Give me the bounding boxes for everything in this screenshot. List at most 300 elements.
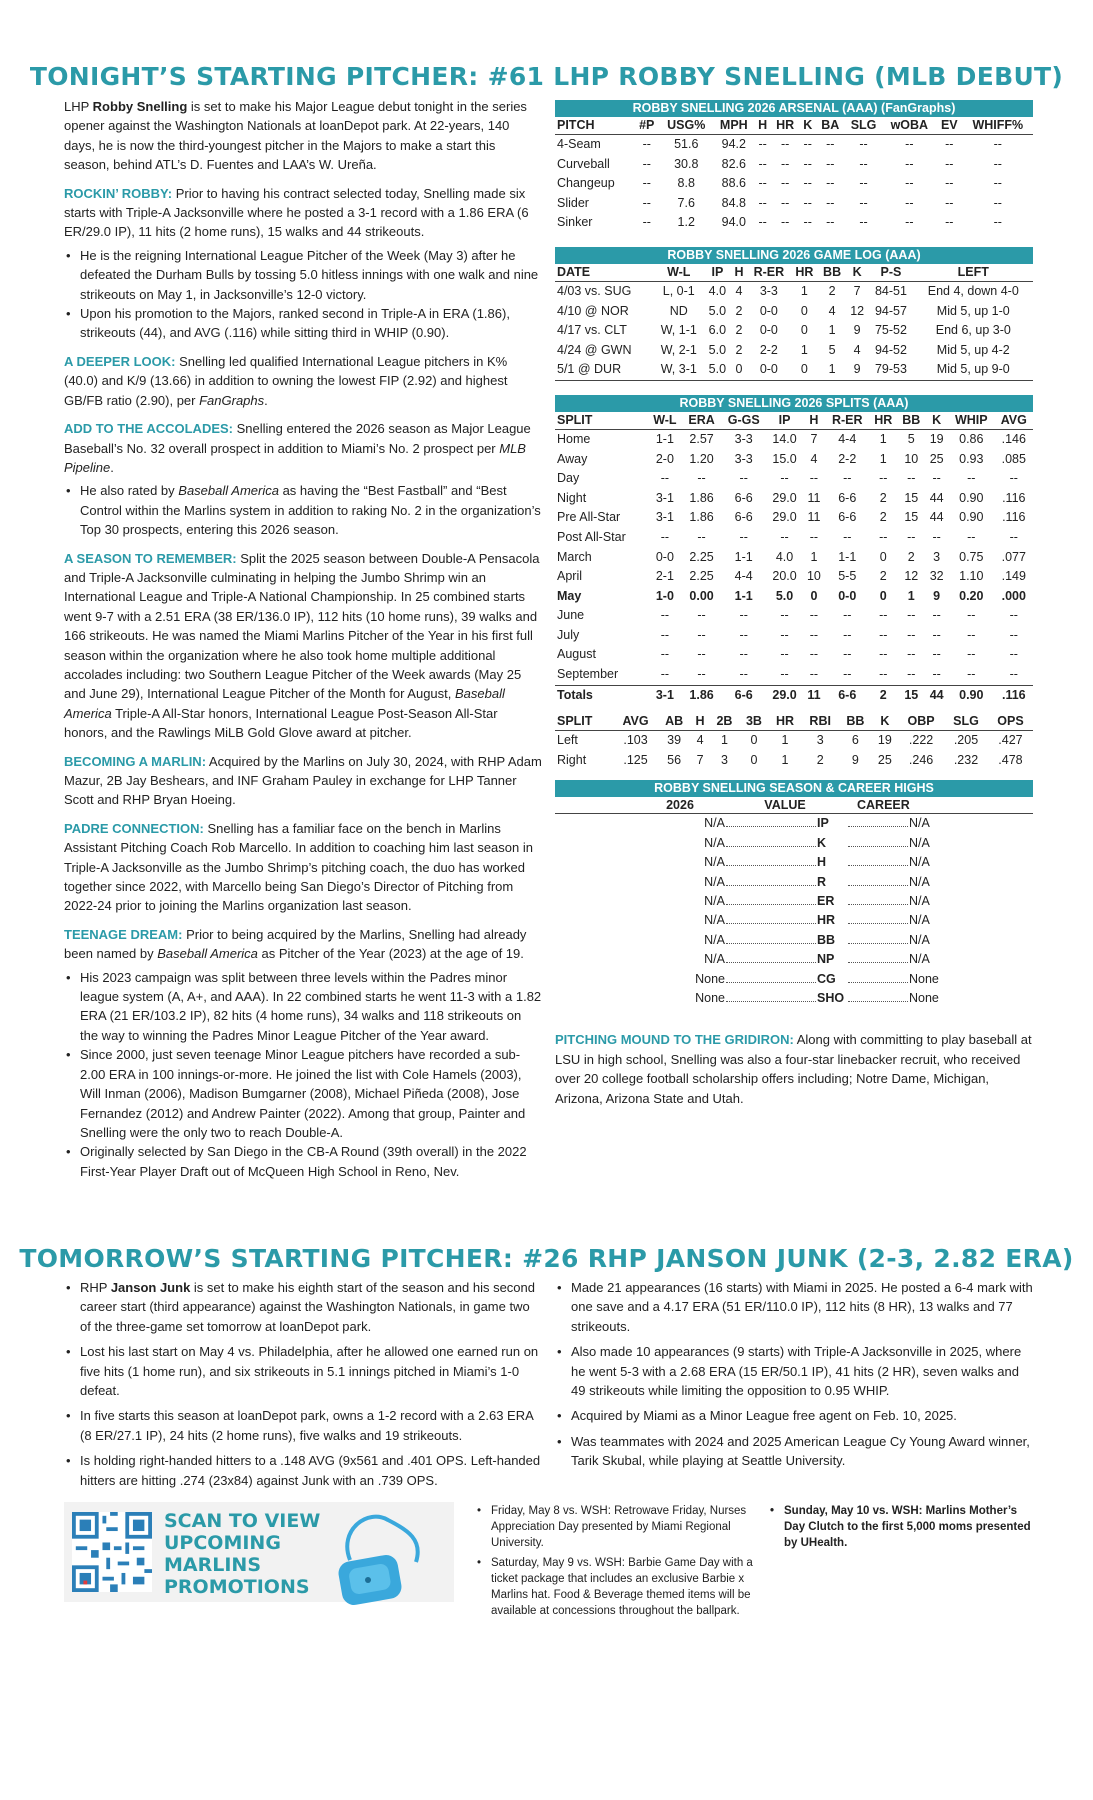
table-cell: -- xyxy=(993,176,1002,191)
table-cell: -- xyxy=(843,667,852,682)
table-row xyxy=(555,302,1033,322)
table-cell: 6 xyxy=(851,733,859,748)
arsenal-table xyxy=(555,117,1033,233)
column-header: wOBA xyxy=(883,117,936,135)
column-header: OBP xyxy=(898,713,944,731)
column-header: W-L xyxy=(647,412,682,430)
table-cell: -- xyxy=(932,529,941,544)
table-cell: -- xyxy=(803,215,812,230)
table-cell: -- xyxy=(907,608,916,623)
season-paragraph: A SEASON TO REMEMBER: Split the 2025 season between Double-A Pensacola and Triple-A Jacksonville culminating in helping the Jumbo Shrimp win an International League and Triple-A National Championship. In 25 combined starts went 9-7 with a 2.51 ERA (38 ER/136.0 IP), 112 hits (10 home runs), 39 walks and 166 strikeouts. He was named the Miami Marlins Pitcher of the Year in his first full season within the organization where he also took home multiple additional accolades including: two Southern League Pitcher of the Week awards (May 25 and June 29), International League Pitcher of the Month for August, Baseball America Triple-A All-Star honors, International League Post-Season All-Star honors, and the Rawlings MiLB Gold Glove award at pitcher. xyxy=(64,550,540,741)
highs-cell: N/A xyxy=(909,952,930,967)
table-cell: -- xyxy=(907,667,916,682)
table-cell: 5-5 xyxy=(838,569,857,584)
table-cell: 1 xyxy=(720,733,728,748)
list-item: • Is holding right-handed hitters to a .148 AVG (9x561 and .401 OPS. Left-handed hitters are hitting .274 (23x84) against Junk with an .739 OPS. xyxy=(64,1451,542,1490)
table-cell: -- xyxy=(642,195,651,210)
table-cell: -- xyxy=(967,608,976,623)
column-header: K xyxy=(872,713,898,731)
snelling-stats xyxy=(555,100,1033,1108)
table-cell: -- xyxy=(780,667,789,682)
table-cell: Post All-Star xyxy=(557,529,626,544)
table-cell: 4/17 vs. CLT xyxy=(557,323,627,338)
table-cell: -- xyxy=(739,667,748,682)
table-cell: 9 xyxy=(933,588,941,603)
table-cell: -- xyxy=(859,156,868,171)
list-item: • Lost his last start on May 4 vs. Philadelphia, after he allowed one earned run on five hits (1 home run), and six strikeouts in 5.1 innings pitched in Miami’s 1-0 defeat. xyxy=(64,1342,542,1400)
highs-cell: N/A xyxy=(704,874,725,889)
table-cell: -- xyxy=(843,471,852,486)
table-cell: 0-0 xyxy=(759,323,778,338)
splits-table xyxy=(555,412,1033,705)
table-row xyxy=(555,155,1033,175)
table-cell: 2 xyxy=(879,510,887,525)
table-cell: 2-2 xyxy=(759,342,778,357)
table-cell: 5.0 xyxy=(708,303,727,318)
table-cell: 4 xyxy=(696,733,704,748)
splits-title: ROBBY SNELLING 2026 SPLITS (AAA) xyxy=(555,395,1033,412)
table-cell: 1-0 xyxy=(655,588,674,603)
highs-cell: K xyxy=(817,835,827,850)
table-cell: .085 xyxy=(1001,451,1026,466)
table-cell: 1-1 xyxy=(734,588,753,603)
table-cell: 9 xyxy=(851,752,859,767)
table-cell: -- xyxy=(879,608,888,623)
column-header: HR xyxy=(769,713,802,731)
table-row xyxy=(555,281,1033,301)
table-cell: -- xyxy=(739,647,748,662)
table-cell: -- xyxy=(907,471,916,486)
table-cell: 2 xyxy=(879,490,887,505)
table-cell: -- xyxy=(932,608,941,623)
table-cell: -- xyxy=(758,195,767,210)
list-item: • Acquired by Miami as a Minor League free agent on Feb. 10, 2025. xyxy=(555,1406,1033,1425)
column-header: PITCH xyxy=(555,117,634,135)
table-cell: 15 xyxy=(897,685,925,705)
table-row xyxy=(555,341,1033,361)
dot-leader xyxy=(726,911,816,924)
column-header: SLG xyxy=(844,117,882,135)
table-cell: 3 xyxy=(816,733,824,748)
highs-row xyxy=(555,814,1033,833)
table-row xyxy=(555,469,1033,489)
table-cell: -- xyxy=(1009,471,1018,486)
dot-leader xyxy=(848,873,908,886)
table-row xyxy=(555,587,1033,607)
rockin-paragraph: ROCKIN’ ROBBY: Prior to having his contract selected today, Snelling made six starts with Triple-A Jacksonville where he posted a 3-1 record with a 1.86 ERA (6 ER/29.0 IP), 11 hits (2 home runs), 15 walks and 44 strikeouts. xyxy=(64,185,529,240)
column-header: AVG xyxy=(995,412,1033,430)
highs-header: 2026 VALUE CAREER xyxy=(555,797,1033,814)
table-cell: 1 xyxy=(907,588,915,603)
column-header: IP xyxy=(704,264,731,282)
gamelog-table xyxy=(555,264,1033,381)
table-cell: Mid 5, up 4-2 xyxy=(936,342,1010,357)
table-cell: -- xyxy=(781,137,790,151)
table-cell: -- xyxy=(803,137,812,151)
table-row xyxy=(555,665,1033,685)
table-cell: W, 1-1 xyxy=(660,323,697,338)
table-cell: -- xyxy=(905,195,914,210)
table-cell: May xyxy=(557,588,582,603)
table-cell: 1.2 xyxy=(677,215,695,230)
highs-row xyxy=(555,970,1033,989)
table-row xyxy=(555,135,1033,155)
table-cell: 94.2 xyxy=(721,137,746,151)
column-header: H xyxy=(754,117,771,135)
table-cell: .116 xyxy=(1002,490,1026,505)
highs-cell: N/A xyxy=(704,913,725,928)
column-header: P-S xyxy=(868,264,913,282)
table-cell: -- xyxy=(879,647,888,662)
table-cell: 29.0 xyxy=(772,510,797,525)
table-cell: -- xyxy=(826,137,835,151)
dot-leader xyxy=(848,931,908,944)
table-cell: 3-3 xyxy=(759,283,778,298)
list-item: • Since 2000, just seven teenage Minor League pitchers have recorded a sub-2.00 ERA in 100 innings-or-more. He joined the list with Cole Hamels (2003), Will Inman (2006), Madison Bumgarner (2008), Michael Piñeda (2008), Jose Fernandez (2012) and Andrew Painter (2022). Among that group, Painter and Snelling were the only two to reach Double-A. xyxy=(64,1045,542,1142)
list-item: • Friday, May 8 vs. WSH: Retrowave Friday, Nurses Appreciation Day presented by Miami Regional University. xyxy=(475,1503,767,1551)
deeper-paragraph: A DEEPER LOOK: Snelling led qualified International League pitchers in K% (40.0) and K/9 (13.66) in addition to owning the lowest FIP (2.92) and highest GB/FB ratio (2.90), per FanGraphs. xyxy=(64,353,508,408)
dot-leader xyxy=(848,834,908,847)
table-cell: 20.0 xyxy=(772,569,797,584)
table-cell: .000 xyxy=(1001,588,1026,603)
column-header: BB xyxy=(897,412,925,430)
table-cell: Left xyxy=(557,733,578,748)
table-row xyxy=(555,360,1033,380)
table-cell: 1.10 xyxy=(959,569,984,584)
table-cell: -- xyxy=(642,156,651,171)
dot-leader xyxy=(848,892,908,905)
dot-leader xyxy=(726,873,816,886)
table-cell: 7.6 xyxy=(677,195,695,210)
table-cell: .222 xyxy=(908,733,934,748)
highs-cell: None xyxy=(909,971,939,986)
mound-paragraph: PITCHING MOUND TO THE GRIDIRON: Along with committing to play baseball at LSU in high school, Snelling was also a four-star linebacker recruit, who received over 20 college football scholarship offers including; Notre Dame, Michigan, Arizona, Arizona State and Utah. xyxy=(555,1032,1032,1106)
list-item: • He also rated by Baseball America as having the “Best Fastball” and “Best Control within the Marlins system in addition to raking No. 2 in the organization’s Top 30 prospects, entering this 2026 season. xyxy=(64,481,542,539)
table-cell: Away xyxy=(557,451,588,466)
column-header: 2B xyxy=(710,713,740,731)
table-cell: -- xyxy=(660,529,670,544)
dot-leader xyxy=(726,853,816,866)
table-row xyxy=(555,731,1033,751)
table-cell: 4/03 vs. SUG xyxy=(557,283,632,298)
column-header: WHIP xyxy=(948,412,995,430)
column-header: BA xyxy=(816,117,844,135)
table-cell: 9 xyxy=(846,360,868,380)
table-row xyxy=(555,508,1033,528)
table-cell: -- xyxy=(780,471,789,486)
table-cell: -- xyxy=(945,215,954,230)
table-cell: 2-2 xyxy=(838,451,857,466)
table-cell: 5 xyxy=(907,431,915,446)
table-cell: -- xyxy=(809,608,819,623)
table-row xyxy=(555,567,1033,587)
table-cell: -- xyxy=(660,647,670,662)
table-cell: 7 xyxy=(810,431,818,446)
highs-list xyxy=(555,814,1033,1008)
table-cell: .478 xyxy=(998,752,1023,767)
table-cell: 51.6 xyxy=(674,137,699,151)
column-header: ERA xyxy=(682,412,721,430)
table-cell: End 6, up 3-0 xyxy=(935,323,1011,338)
table-cell: 10 xyxy=(904,451,919,466)
table-cell: Mid 5, up 1-0 xyxy=(936,303,1010,318)
table-cell: 84.8 xyxy=(721,195,746,210)
highs-row xyxy=(555,931,1033,950)
table-cell: -- xyxy=(739,529,748,544)
rockin-bullets xyxy=(64,246,542,343)
highs-cell: N/A xyxy=(704,816,725,831)
table-cell: -- xyxy=(905,176,914,191)
column-header: DATE xyxy=(555,264,654,282)
table-cell: 3-3 xyxy=(734,431,753,446)
table-row xyxy=(555,450,1033,470)
table-cell: -- xyxy=(781,215,790,230)
table-cell: 4.0 xyxy=(775,549,794,564)
handbag-icon xyxy=(328,1500,438,1610)
qr-code-icon[interactable] xyxy=(72,1512,152,1592)
table-cell: 0.93 xyxy=(959,451,984,466)
table-cell: 1 xyxy=(800,342,808,357)
table-cell: 19 xyxy=(877,733,892,748)
table-cell: 4 xyxy=(735,283,743,298)
table-cell: W, 3-1 xyxy=(654,360,704,380)
table-row xyxy=(555,213,1033,233)
table-cell: -- xyxy=(809,627,819,642)
table-cell: 6-6 xyxy=(825,685,869,705)
column-header: EV xyxy=(936,117,963,135)
highs-cell: BB xyxy=(817,932,836,947)
table-cell: -- xyxy=(739,471,748,486)
dot-leader xyxy=(726,989,816,1002)
table-cell: 0 xyxy=(750,733,758,748)
table-cell: 2-0 xyxy=(655,451,674,466)
table-cell: 82.6 xyxy=(721,156,746,171)
column-header: W-L xyxy=(654,264,704,282)
table-cell: -- xyxy=(993,137,1002,151)
column-header: WHIFF% xyxy=(963,117,1033,135)
table-cell: 94.0 xyxy=(721,215,746,230)
table-cell: 4-4 xyxy=(734,569,753,584)
arsenal-title: ROBBY SNELLING 2026 ARSENAL (AAA) (FanGraphs) xyxy=(555,100,1033,117)
column-header: IP xyxy=(767,412,803,430)
column-header: K xyxy=(846,264,868,282)
table-cell: 6-6 xyxy=(734,490,753,505)
table-cell: .103 xyxy=(623,733,648,748)
table-cell: .116 xyxy=(1002,510,1026,525)
table-cell: 0-0 xyxy=(655,549,674,564)
table-cell: -- xyxy=(945,195,954,210)
table-cell: 0.75 xyxy=(959,549,984,564)
column-header: HR xyxy=(869,412,897,430)
table-cell: 0 xyxy=(879,549,887,564)
column-header: H xyxy=(803,412,826,430)
highs-cell: ER xyxy=(817,894,835,908)
dot-leader xyxy=(848,853,908,866)
table-cell: -- xyxy=(758,156,767,171)
table-cell: -- xyxy=(932,471,941,486)
table-cell: Right xyxy=(557,752,587,767)
list-item: • He is the reigning International League Pitcher of the Week (May 3) after he defeated the Durham Bulls by tossing 5.0 hitless innings with one walk and nine strikeouts on May 1, in Jacksonville’s 12-0 victory. xyxy=(64,246,542,304)
table-cell: 8.8 xyxy=(677,176,695,191)
table-cell: 15.0 xyxy=(772,451,797,466)
table-cell: 1 xyxy=(879,431,887,446)
highs-cell: None xyxy=(695,990,725,1005)
table-cell: 4-4 xyxy=(838,431,857,446)
table-cell: 4-Seam xyxy=(557,137,601,151)
table-cell: 3 xyxy=(720,752,728,767)
table-cell: -- xyxy=(932,667,941,682)
table-cell: 2 xyxy=(735,323,743,338)
table-cell: 0-0 xyxy=(747,360,790,380)
highs-cell: None xyxy=(695,971,725,986)
table-cell: End 4, down 4-0 xyxy=(927,283,1019,298)
table-cell: 2.57 xyxy=(689,431,714,446)
junk-notes-left xyxy=(64,1278,542,1496)
table-cell: -- xyxy=(660,627,670,642)
table-cell: .232 xyxy=(953,752,979,767)
highs-cell: N/A xyxy=(909,835,930,850)
table-cell: 3-1 xyxy=(655,490,674,505)
table-cell: 4/24 @ GWN xyxy=(557,342,632,357)
table-cell: 0 xyxy=(810,588,818,603)
table-cell: 39 xyxy=(667,733,682,748)
table-cell: Curveball xyxy=(557,156,610,171)
table-cell: -- xyxy=(809,529,819,544)
dot-leader xyxy=(726,950,816,963)
table-cell: 2 xyxy=(907,549,915,564)
table-cell: 5 xyxy=(828,342,836,357)
highs-cell: N/A xyxy=(704,855,725,870)
table-cell: 15 xyxy=(904,510,919,525)
table-cell: 3 xyxy=(933,549,941,564)
table-cell: 5.0 xyxy=(704,360,731,380)
table-cell: 32 xyxy=(929,569,944,584)
table-cell: -- xyxy=(945,156,954,171)
table-cell: -- xyxy=(859,137,868,151)
table-cell: 11 xyxy=(807,510,821,525)
highs-cell: N/A xyxy=(704,952,725,967)
highs-cell: N/A xyxy=(704,894,725,908)
column-header: H xyxy=(690,713,709,731)
page-title: TONIGHT’S STARTING PITCHER: #61 LHP ROBBY SNELLING (MLB DEBUT) xyxy=(29,62,1064,91)
table-cell: 4 xyxy=(853,342,861,357)
accolades-paragraph: ADD TO THE ACCOLADES: Snelling entered the 2026 season as Major League Baseball’s No. 32 overall prospect in addition to Miami’s No. 2 prospect per MLB Pipeline. xyxy=(64,421,531,475)
table-cell: 3-1 xyxy=(647,685,682,705)
table-cell: -- xyxy=(697,627,706,642)
table-cell: 19 xyxy=(929,431,944,446)
table-cell: -- xyxy=(809,647,819,662)
table-row xyxy=(555,685,1033,705)
table-cell: 44 xyxy=(929,490,944,505)
highs-cell: SHO xyxy=(817,990,845,1005)
accolades-bullets xyxy=(64,481,542,539)
table-cell: -- xyxy=(993,195,1002,210)
table-cell: -- xyxy=(758,137,767,151)
table-cell: 7 xyxy=(853,283,861,298)
table-cell: -- xyxy=(697,667,706,682)
table-cell: 4 xyxy=(810,451,818,466)
column-header: K xyxy=(925,412,948,430)
table-cell: -- xyxy=(758,215,767,230)
table-cell: .205 xyxy=(953,733,979,748)
table-cell: 0.00 xyxy=(689,588,714,603)
table-cell: 0 xyxy=(800,323,808,338)
highs-cell: H xyxy=(817,855,827,870)
list-item: • Upon his promotion to the Majors, ranked second in Triple-A in ERA (1.86), strikeouts (44), and AVG (.116) while sitting third in WHIP (0.90). xyxy=(64,304,542,343)
highs-row xyxy=(555,950,1033,969)
table-cell: 14.0 xyxy=(772,431,797,446)
column-header: R-ER xyxy=(747,264,790,282)
column-header: SPLIT xyxy=(555,412,647,430)
table-cell: -- xyxy=(967,471,976,486)
list-item: • Was teammates with 2024 and 2025 American League Cy Young Award winner, Tarik Skubal, while playing at Seattle University. xyxy=(555,1432,1033,1471)
table-cell: Home xyxy=(557,431,591,446)
table-cell: 6-6 xyxy=(838,510,857,525)
table-row xyxy=(555,174,1033,194)
table-cell: 0 xyxy=(879,588,887,603)
table-cell: -- xyxy=(809,667,819,682)
table-cell: -- xyxy=(697,647,706,662)
table-cell: 94-52 xyxy=(874,342,907,357)
table-cell: -- xyxy=(697,529,706,544)
highs-cell: N/A xyxy=(909,855,930,870)
column-header: LEFT xyxy=(914,264,1033,282)
table-cell: -- xyxy=(907,627,916,642)
table-cell: 0 xyxy=(800,303,808,318)
table-cell: -- xyxy=(843,647,852,662)
table-cell: -- xyxy=(843,529,852,544)
highs-cell: N/A xyxy=(909,913,930,928)
table-cell: 3-3 xyxy=(734,451,753,466)
list-item: • His 2023 campaign was split between three levels within the Padres minor league system (A, A+, and AAA). In 22 combined starts he went 11-3 with a 1.82 ERA (21 ER/103.2 IP), 82 hits (4 home runs), 34 walks and 118 strikeouts on the way to winning the Padres Minor League Pitcher of the Year award. xyxy=(64,968,542,1046)
tomorrow-title: TOMORROW’S STARTING PITCHER: #26 RHP JANSON JUNK (2-3, 2.82 ERA) xyxy=(19,1244,1074,1273)
table-cell: 4 xyxy=(828,303,836,318)
table-cell: -- xyxy=(1009,608,1018,623)
table-cell: -- xyxy=(781,195,790,210)
table-cell: March xyxy=(557,549,592,564)
table-cell: -- xyxy=(803,176,812,191)
table-cell: 6-6 xyxy=(838,490,857,505)
column-header: RBI xyxy=(801,713,839,731)
table-cell: June xyxy=(557,608,585,623)
column-header: BB xyxy=(839,713,872,731)
table-cell: 0 xyxy=(750,752,758,767)
table-cell: 2-1 xyxy=(655,569,674,584)
table-cell: 2 xyxy=(828,283,836,298)
column-header: MPH xyxy=(713,117,754,135)
dot-leader xyxy=(726,834,816,847)
highs-cell: N/A xyxy=(704,835,725,850)
table-cell: 1 xyxy=(781,752,789,767)
table-cell: 1 xyxy=(818,360,846,380)
table-cell: -- xyxy=(739,608,748,623)
table-cell: -- xyxy=(781,176,790,191)
table-cell: .427 xyxy=(998,733,1023,748)
table-cell: -- xyxy=(780,608,789,623)
table-cell: -- xyxy=(1009,667,1018,682)
table-cell: 4/10 @ NOR xyxy=(557,303,629,318)
highs-cell: HR xyxy=(817,913,836,928)
table-cell: -- xyxy=(697,471,706,486)
table-cell: 0 xyxy=(791,360,819,380)
table-cell: -- xyxy=(967,647,976,662)
list-item: • RHP Janson Junk is set to make his eighth start of the season and his second career start (third appearance) against the Washington Nationals, in game two of the three-game set tomorrow at loanDepot park. xyxy=(64,1278,542,1336)
highs-row xyxy=(555,873,1033,892)
column-header: G-GS xyxy=(721,412,767,430)
table-cell: -- xyxy=(1009,647,1018,662)
dot-leader xyxy=(726,931,816,944)
table-cell: 1 xyxy=(810,549,818,564)
